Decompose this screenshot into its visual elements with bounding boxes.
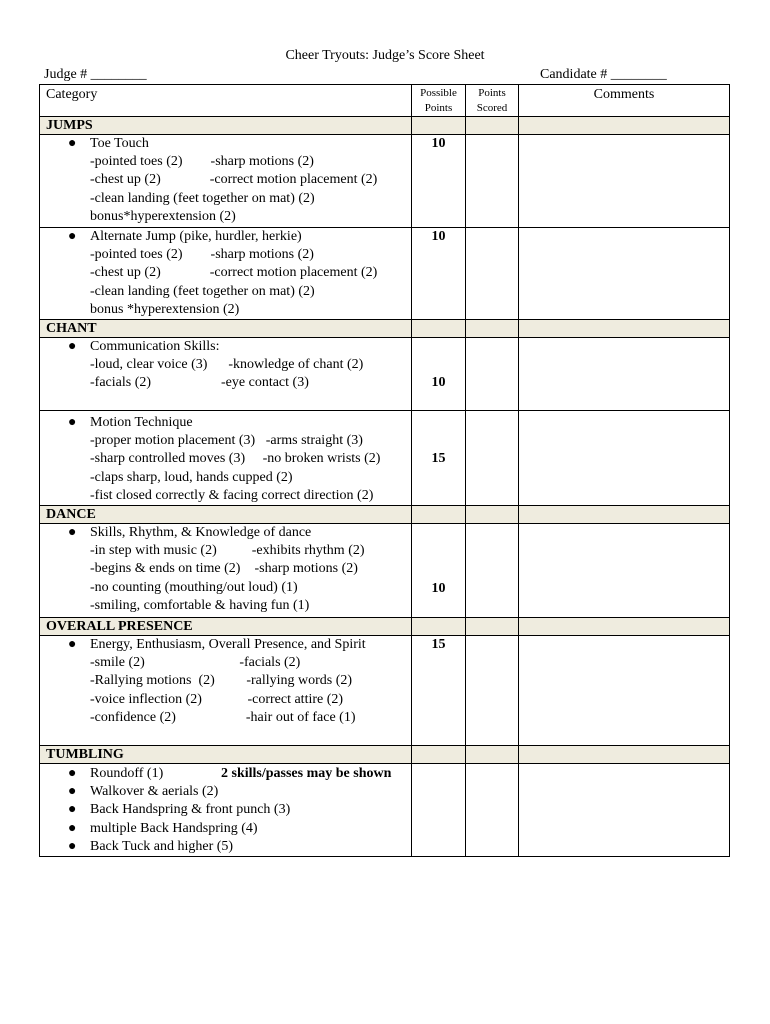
comments-header: Comments [519, 85, 730, 117]
item-name: Communication Skills: [90, 339, 220, 355]
section-spacer [519, 746, 730, 764]
section-spacer [412, 320, 466, 338]
criteria-line: -clean landing (feet together on mat) (2) [90, 283, 315, 299]
bullet-icon: ● [68, 637, 77, 653]
section-label-tumbling: TUMBLING [40, 746, 412, 764]
criteria-line: -facials (2) -eye contact (3) [90, 375, 309, 391]
item-toe-touch [40, 135, 412, 228]
item-row-communication [40, 338, 730, 411]
bullet-icon: ● [68, 820, 77, 836]
possible-header-line1: Possible [420, 87, 457, 99]
bullet-line [68, 820, 411, 838]
bullet-icon: ● [68, 838, 77, 854]
points-scored-cell-toe-touch[interactable] [466, 135, 519, 228]
points-scored-cell-tumbling[interactable] [466, 764, 519, 857]
section-spacer [412, 746, 466, 764]
criteria-line: -in step with music (2) -exhibits rhythm (2) [90, 543, 365, 559]
possible-points-dance: 10 [412, 524, 466, 618]
bullet-icon: ● [68, 339, 77, 355]
item-row-dance-skills [40, 524, 730, 618]
item-alternate-jump [40, 228, 412, 320]
criteria-line: -no counting (mouthing/out loud) (1) [90, 579, 298, 595]
section-row-dance [40, 506, 730, 524]
comments-cell-toe-touch[interactable] [519, 135, 730, 228]
item-row-alternate-jump [40, 228, 730, 320]
bullet-line [68, 414, 411, 432]
comments-cell-tumbling[interactable] [519, 764, 730, 857]
points-scored-header [466, 85, 519, 117]
bullet-icon: ● [68, 525, 77, 541]
criteria-line: -claps sharp, loud, hands cupped (2) [90, 469, 293, 485]
bullet-icon: ● [68, 229, 77, 244]
bullet-line [68, 135, 411, 153]
bullet-icon: ● [68, 136, 77, 151]
bullet-icon: ● [68, 802, 77, 818]
tumbling-skill: multiple Back Handspring (4) [90, 820, 258, 836]
section-label-chant: CHANT [40, 320, 412, 338]
section-label-dance: DANCE [40, 506, 412, 524]
possible-points-header [412, 85, 466, 117]
section-spacer [519, 506, 730, 524]
item-row-toe-touch [40, 135, 730, 228]
points-scored-cell-communication[interactable] [466, 338, 519, 411]
points-scored-cell-dance[interactable] [466, 524, 519, 618]
item-row-energy [40, 636, 730, 746]
item-tumbling-skills [40, 764, 412, 857]
candidate-number-field[interactable]: Candidate # ________ [540, 67, 667, 82]
section-label-jumps: JUMPS [40, 117, 412, 135]
header-row [40, 85, 730, 117]
section-spacer [466, 117, 519, 135]
score-table [39, 84, 730, 857]
criteria-line: -pointed toes (2) -sharp motions (2) [90, 247, 314, 263]
section-spacer [412, 506, 466, 524]
item-name: Energy, Enthusiasm, Overall Presence, and Spirit [90, 637, 366, 653]
criteria-line: -sharp controlled moves (3) -no broken wrists (2) [90, 451, 381, 467]
bullet-line [68, 636, 411, 654]
criteria-line: -proper motion placement (3) -arms straight (3) [90, 433, 363, 449]
possible-points-energy: 15 [412, 636, 466, 746]
criteria-line: -voice inflection (2) -correct attire (2) [90, 691, 344, 707]
item-name: Alternate Jump (pike, hurdler, herkie) [90, 229, 302, 244]
tumbling-skill: Roundoff (1) [90, 766, 164, 782]
section-spacer [519, 320, 730, 338]
section-spacer [412, 117, 466, 135]
scored-header-line2: Scored [476, 102, 508, 114]
section-row-jumps [40, 117, 730, 135]
criteria-line: -confidence (2) -hair out of face (1) [90, 709, 356, 725]
tumbling-note: 2 skills/passes may be shown [221, 766, 392, 782]
bullet-icon: ● [68, 784, 77, 800]
bullet-line [68, 524, 411, 542]
item-name: Motion Technique [90, 415, 193, 431]
bullet-line [68, 838, 411, 856]
possible-header-line2: Points [424, 102, 453, 114]
bullet-line [68, 338, 411, 356]
item-energy [40, 636, 412, 746]
category-header: Category [40, 85, 412, 117]
criteria-line: -smiling, comfortable & having fun (1) [90, 597, 310, 613]
section-spacer [466, 618, 519, 636]
criteria-line: bonus *hyperextension (2) [90, 301, 240, 317]
criteria-line: -begins & ends on time (2) -sharp motions (2) [90, 561, 358, 577]
comments-cell-alternate-jump[interactable] [519, 228, 730, 320]
bullet-line [68, 783, 411, 801]
tumbling-skill: Back Handspring & front punch (3) [90, 802, 291, 818]
section-spacer [519, 117, 730, 135]
comments-cell-motion[interactable] [519, 411, 730, 506]
bullet-icon: ● [68, 415, 77, 431]
section-row-tumbling [40, 746, 730, 764]
bullet-icon: ● [68, 766, 77, 782]
comments-cell-dance[interactable] [519, 524, 730, 618]
section-label-overall: OVERALL PRESENCE [40, 618, 412, 636]
section-spacer [412, 618, 466, 636]
criteria-line: -pointed toes (2) -sharp motions (2) [90, 154, 314, 170]
criteria-line: -Rallying motions (2) -rallying words (2) [90, 673, 353, 689]
possible-points-cell-tumbling[interactable] [412, 764, 466, 857]
possible-points-alternate-jump: 10 [412, 228, 466, 320]
section-spacer [466, 320, 519, 338]
section-spacer [466, 746, 519, 764]
comments-cell-energy[interactable] [519, 636, 730, 746]
sheet-title: Cheer Tryouts: Judge’s Score Sheet [285, 48, 485, 63]
item-row-motion [40, 411, 730, 506]
judge-number-field[interactable]: Judge # ________ [44, 67, 147, 82]
criteria-line: -chest up (2) -correct motion placement (2) [90, 172, 378, 188]
points-scored-cell-alternate-jump[interactable] [466, 228, 519, 320]
item-communication-skills [40, 338, 412, 411]
possible-points-toe-touch: 10 [412, 135, 466, 228]
section-row-overall [40, 618, 730, 636]
criteria-line: bonus*hyperextension (2) [90, 208, 236, 224]
item-name: Skills, Rhythm, & Knowledge of dance [90, 525, 312, 541]
section-row-chant [40, 320, 730, 338]
criteria-line: -loud, clear voice (3) -knowledge of chant (2) [90, 357, 364, 373]
tumbling-skill: Back Tuck and higher (5) [90, 838, 234, 854]
points-scored-cell-motion[interactable] [466, 411, 519, 506]
item-motion-technique [40, 411, 412, 506]
section-spacer [466, 506, 519, 524]
criteria-line: -smile (2) -facials (2) [90, 655, 301, 671]
tumbling-skill: Walkover & aerials (2) [90, 784, 219, 800]
comments-cell-communication[interactable] [519, 338, 730, 411]
bullet-line [68, 228, 411, 246]
item-row-tumbling [40, 764, 730, 857]
scored-header-line1: Points [478, 87, 506, 99]
criteria-line: -clean landing (feet together on mat) (2) [90, 190, 315, 206]
bullet-line [68, 765, 411, 783]
possible-points-motion: 15 [412, 411, 466, 506]
item-dance-skills [40, 524, 412, 618]
possible-points-communication: 10 [412, 338, 466, 411]
points-scored-cell-energy[interactable] [466, 636, 519, 746]
section-spacer [519, 618, 730, 636]
criteria-line: -chest up (2) -correct motion placement (2) [90, 265, 378, 281]
criteria-line: -fist closed correctly & facing correct direction (2) [90, 487, 374, 503]
bullet-line [68, 801, 411, 819]
item-name: Toe Touch [90, 136, 149, 151]
